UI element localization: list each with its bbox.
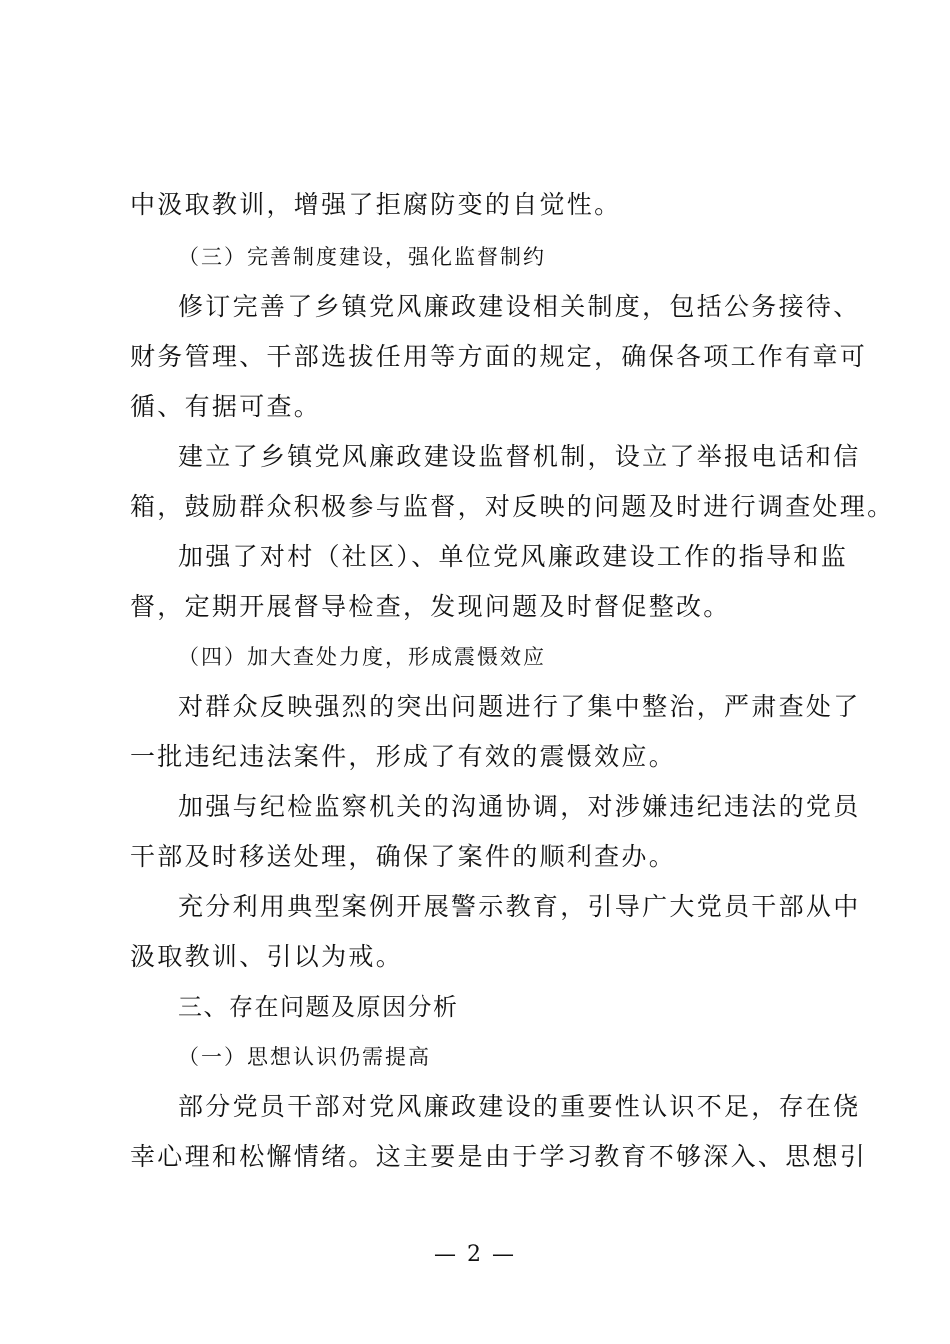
subheading-investigation: （四）加大查处力度，形成震慑效应 (178, 645, 546, 669)
paragraph-supervision-mechanism: 建立了乡镇党风廉政建设监督机制，设立了举报电话和信 (178, 442, 861, 471)
paragraph-revise-systems-line2: 财务管理、干部选拔任用等方面的规定，确保各项工作有章可 (130, 342, 868, 371)
paragraph-rectification: 对群众反映强烈的突出问题进行了集中整治，严肃查处了 (178, 692, 861, 721)
subheading-awareness: （一）思想认识仍需提高 (178, 1045, 431, 1069)
paragraph-awareness: 部分党员干部对党风廉政建设的重要性认识不足，存在侥 (178, 1092, 861, 1121)
paragraph-warning-education: 充分利用典型案例开展警示教育，引导广大党员干部从中 (178, 892, 861, 921)
paragraph-revise-systems-line3: 循、有据可查。 (130, 392, 322, 421)
paragraph-guidance-line2: 督，定期开展督导检查，发现问题及时督促整改。 (130, 592, 731, 621)
paragraph-coordination: 加强与纪检监察机关的沟通协调，对涉嫌违纪违法的党员 (178, 792, 861, 821)
paragraph-guidance: 加强了对村（社区）、单位党风廉政建设工作的指导和监 (178, 542, 849, 571)
page-number: — 2 — (434, 1242, 516, 1267)
paragraph-awareness-line2: 幸心理和松懈情绪。这主要是由于学习教育不够深入、思想引 (130, 1142, 868, 1171)
paragraph-revise-systems: 修订完善了乡镇党风廉政建设相关制度，包括公务接待、 (178, 292, 861, 321)
paragraph-supervision-mechanism-line2: 箱，鼓励群众积极参与监督，对反映的问题及时进行调查处理。 (130, 492, 895, 521)
paragraph-warning-education-line2: 汲取教训、引以为戒。 (130, 942, 404, 971)
paragraph-rectification-line2: 一批违纪违法案件，形成了有效的震慑效应。 (130, 742, 677, 771)
subheading-improve-systems: （三）完善制度建设，强化监督制约 (178, 245, 546, 269)
section-heading-problems: 三、存在问题及原因分析 (178, 993, 459, 1021)
paragraph-continuation: 中汲取教训，增强了拒腐防变的自觉性。 (130, 190, 622, 219)
paragraph-coordination-line2: 干部及时移送处理，确保了案件的顺利查办。 (130, 842, 677, 871)
